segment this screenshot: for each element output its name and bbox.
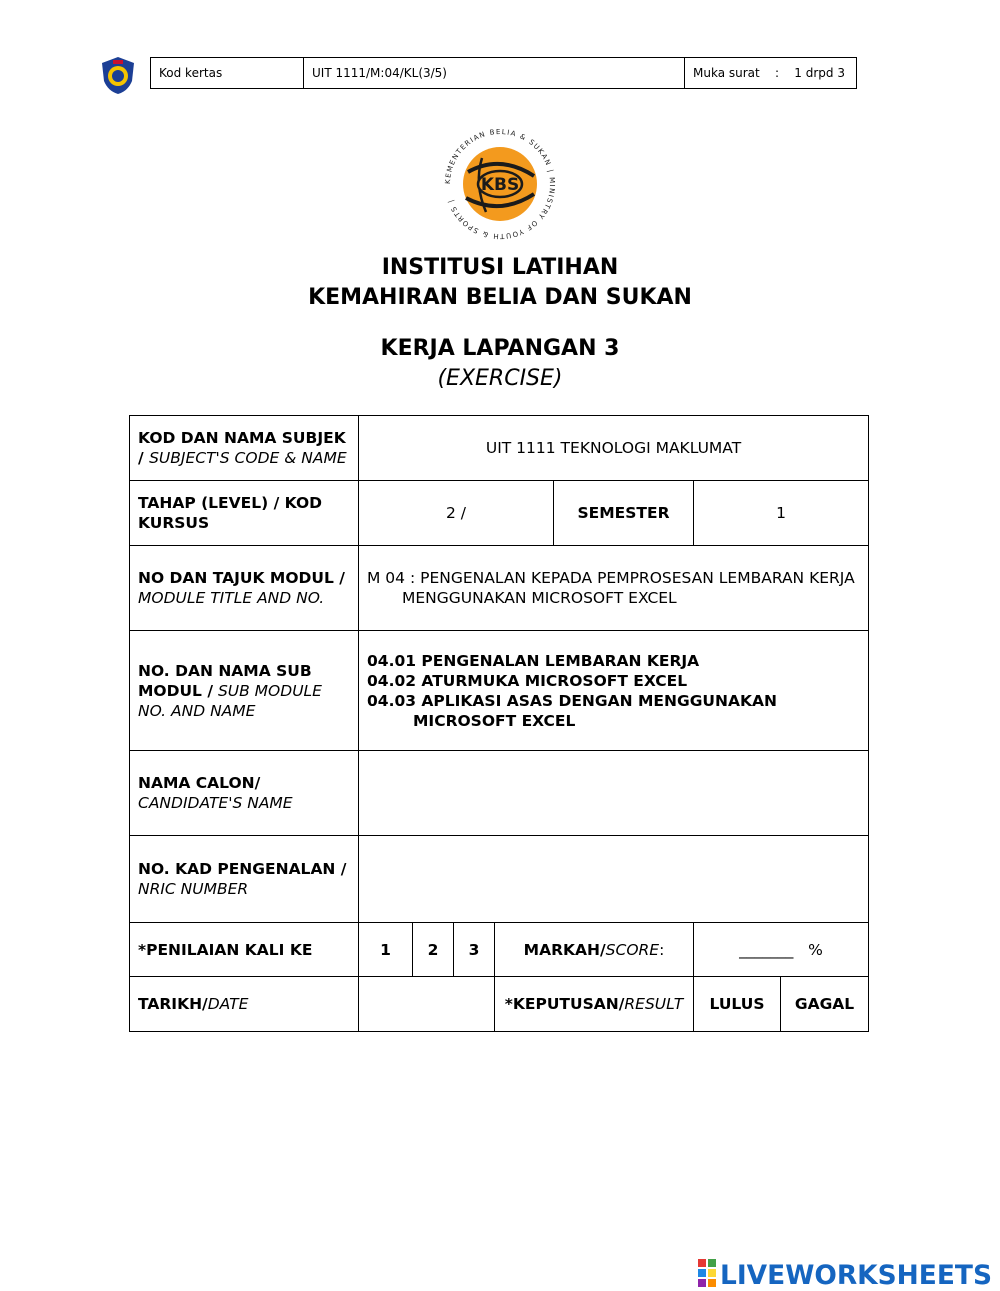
submodule-item-continuation: MICROSOFT EXCEL <box>413 711 576 730</box>
score-label-colon: : <box>659 940 665 959</box>
result-fail[interactable]: GAGAL <box>781 977 869 1032</box>
score-label <box>495 923 694 977</box>
subject-label-slash: / <box>138 449 150 467</box>
paper-code-label: Kod kertas <box>151 58 304 89</box>
subject-label-bold: KOD DAN NAMA SUBJEK <box>138 429 346 447</box>
subject-label-italic: SUBJECT'S CODE & NAME <box>149 449 347 467</box>
exercise-subtitle: (EXERCISE) <box>437 366 563 391</box>
candidate-label-italic: CANDIDATE'S NAME <box>138 794 293 812</box>
nric-label-bold: NO. KAD PENGENALAN / <box>138 860 347 878</box>
result-label <box>495 977 694 1032</box>
score-percent: % <box>808 940 823 959</box>
subject-row <box>130 416 869 481</box>
module-label-bold: NO DAN TAJUK MODUL / <box>138 569 345 587</box>
page-separator: : <box>774 66 780 80</box>
submodule-item: 04.02 ATURMUKA MICROSOFT EXCEL <box>367 671 688 690</box>
subject-value: UIT 1111 TEKNOLOGI MAKLUMAT <box>359 416 869 481</box>
exercise-title: KERJA LAPANGAN 3 <box>380 336 620 361</box>
module-value <box>359 546 869 631</box>
module-line1: M 04 : PENGENALAN KEPADA PEMPROSESAN LEMBARAN KERJA <box>367 569 855 587</box>
level-label: TAHAP (LEVEL) / KOD KURSUS <box>130 481 359 546</box>
logo-text: KBS <box>480 175 520 195</box>
submodule-label-bold: NO. DAN NAMA SUB MODUL / <box>138 661 312 700</box>
level-row <box>130 481 869 546</box>
submodule-label-italic: SUB MODULE NO. AND NAME <box>138 681 322 720</box>
module-row <box>130 546 869 631</box>
date-label <box>130 977 359 1032</box>
module-label <box>130 546 359 631</box>
candidate-row <box>130 751 869 836</box>
header-info-table <box>150 57 857 89</box>
institution-emblem-icon <box>98 55 138 95</box>
nric-field[interactable] <box>359 836 869 923</box>
submodule-label <box>130 631 359 751</box>
result-pass[interactable]: LULUS <box>694 977 781 1032</box>
nric-label <box>130 836 359 923</box>
candidate-label <box>130 751 359 836</box>
result-label-bold: *KEPUTUSAN/ <box>504 995 625 1013</box>
submodule-list <box>359 631 869 751</box>
score-label-bold: MARKAH/ <box>523 940 606 959</box>
semester-value: 1 <box>694 481 869 546</box>
institution-title-line2: KEMAHIRAN BELIA DAN SUKAN <box>308 285 692 310</box>
paper-code-value: UIT 1111/M:04/KL(3/5) <box>304 58 685 89</box>
logo-ring-text: KEMENTERIAN BELIA & SUKAN | MINISTRY OF YOUTH & SPORTS | <box>443 128 557 240</box>
liveworksheets-watermark <box>696 1253 996 1289</box>
candidate-name-field[interactable] <box>359 751 869 836</box>
score-blank: _______ <box>739 940 794 959</box>
semester-label: SEMESTER <box>554 481 694 546</box>
submodule-item: 04.03 APLIKASI ASAS DENGAN MENGGUNAKAN <box>367 691 777 710</box>
attempt-2[interactable]: 2 <box>413 923 454 977</box>
attempt-1[interactable]: 1 <box>359 923 413 977</box>
score-field[interactable] <box>694 923 869 977</box>
assessment-label: *PENILAIAN KALI KE <box>130 923 359 977</box>
candidate-label-bold: NAMA CALON/ <box>138 774 261 792</box>
result-label-italic: RESULT <box>624 995 684 1013</box>
date-row <box>130 977 869 1032</box>
submodule-row <box>130 631 869 751</box>
date-field[interactable] <box>359 977 495 1032</box>
date-label-italic: DATE <box>207 995 249 1013</box>
exercise-info-form <box>129 415 869 1032</box>
page-label: Muka surat <box>693 66 760 80</box>
page-number-cell <box>685 58 857 89</box>
attempt-3[interactable]: 3 <box>454 923 495 977</box>
institution-title-line1: INSTITUSI LATIHAN <box>381 255 619 280</box>
watermark-text: LIVEWORKSHEETS <box>720 1260 992 1289</box>
nric-label-italic: NRIC NUMBER <box>138 880 249 898</box>
subject-label <box>130 416 359 481</box>
submodule-item: 04.01 PENGENALAN LEMBARAN KERJA <box>367 651 700 670</box>
nric-row <box>130 836 869 923</box>
level-value: 2 / <box>359 481 554 546</box>
date-label-bold: TARIKH/ <box>138 995 208 1013</box>
score-label-italic: SCORE <box>605 940 660 959</box>
module-line2: MENGGUNAKAN MICROSOFT EXCEL <box>402 589 677 607</box>
page-value: 1 drpd 3 <box>794 66 845 80</box>
kbs-logo <box>438 128 562 240</box>
assessment-row <box>130 923 869 977</box>
module-label-italic: MODULE TITLE AND NO. <box>138 589 325 607</box>
